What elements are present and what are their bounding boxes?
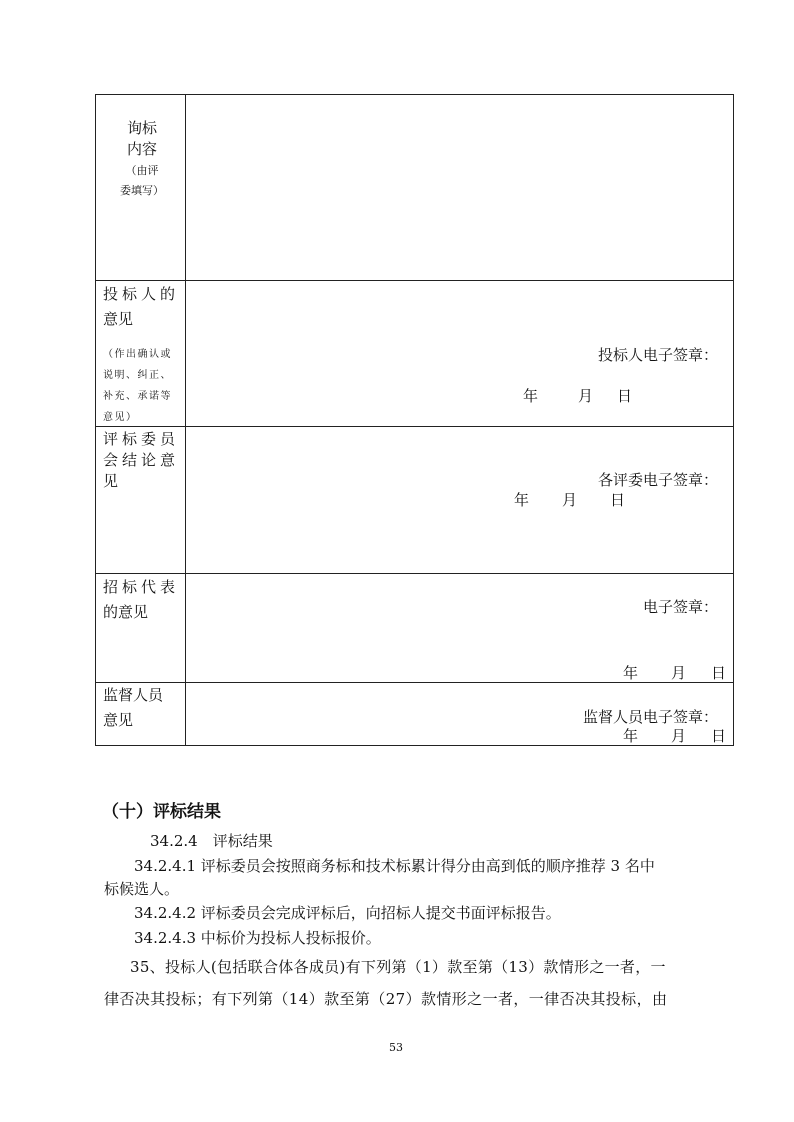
row-label-inquiry-content bbox=[114, 118, 170, 202]
row-divider-2 bbox=[95, 426, 734, 427]
bidder-opinion-note bbox=[103, 344, 172, 428]
tenderer-signature-label: 电子签章： bbox=[642, 598, 718, 616]
label-line: 意见 bbox=[103, 310, 134, 328]
label-line: 投标人的 bbox=[103, 285, 180, 303]
clause-34-2-4: 34.2.4 评标结果 bbox=[150, 832, 273, 850]
date-year: 年 bbox=[514, 491, 530, 509]
label-note: 委填写） bbox=[120, 184, 164, 197]
table-border-top bbox=[95, 94, 734, 95]
clause-34-2-4-2: 34.2.4.2 评标委员会完成评标后，向招标人提交书面评标报告。 bbox=[134, 904, 561, 922]
date-month: 月 bbox=[671, 727, 687, 745]
row-label-tenderer-rep-opinion bbox=[103, 577, 183, 623]
date-year: 年 bbox=[623, 664, 639, 682]
clause-34-2-4-3: 34.2.4.3 中标价为投标人投标报价。 bbox=[134, 929, 381, 947]
date-year: 年 bbox=[623, 727, 639, 745]
label-line: 见 bbox=[103, 472, 119, 490]
label-note: 说明、纠正、 bbox=[103, 370, 172, 381]
label-line: 询标 bbox=[126, 119, 157, 137]
date-day: 日 bbox=[617, 387, 633, 405]
date-month: 月 bbox=[671, 664, 687, 682]
label-line: 意见 bbox=[103, 711, 134, 729]
table-border-left bbox=[95, 94, 96, 746]
label-line: 会结论意 bbox=[103, 451, 180, 469]
date-day: 日 bbox=[610, 491, 626, 509]
label-line: 评标委员 bbox=[103, 430, 180, 448]
supervisor-signature-label: 监督人员电子签章： bbox=[582, 708, 718, 726]
date-month: 月 bbox=[562, 491, 578, 509]
clause-34-2-4-1: 34.2.4.1 评标委员会按照商务标和技术标累计得分由高到低的顺序推荐 3 名中 bbox=[134, 857, 655, 875]
label-line: 招标代表 bbox=[103, 578, 180, 596]
row-divider-1 bbox=[95, 280, 734, 281]
date-day: 日 bbox=[711, 664, 727, 682]
label-line: 监督人员 bbox=[103, 686, 164, 704]
evaluation-form-table bbox=[95, 94, 734, 746]
label-line: 内容 bbox=[126, 140, 157, 158]
clause-35-cont: 律否决其投标；有下列第（14）款至第（27）款情形之一者，一律否决其投标，由 bbox=[104, 990, 668, 1008]
row-divider-3 bbox=[95, 573, 734, 574]
column-divider bbox=[185, 94, 186, 746]
label-line: 的意见 bbox=[103, 603, 149, 621]
label-note: （作出确认或 bbox=[103, 349, 172, 360]
label-note: （由评 bbox=[125, 164, 159, 177]
label-note: 意见） bbox=[103, 412, 138, 423]
row-divider-4 bbox=[95, 682, 734, 683]
clause-34-2-4-1-cont: 标候选人。 bbox=[104, 880, 180, 898]
label-note: 补充、承诺等 bbox=[103, 391, 172, 402]
date-day: 日 bbox=[711, 727, 727, 745]
table-border-right bbox=[733, 94, 734, 746]
clause-35: 35、投标人(包括联合体各成员)有下列第（1）款至第（13）款情形之一者，一 bbox=[130, 958, 666, 976]
row-label-bidder-opinion bbox=[103, 284, 183, 330]
page-number: 53 bbox=[389, 1041, 403, 1054]
section-title: （十）评标结果 bbox=[102, 802, 221, 822]
committee-signature-label: 各评委电子签章： bbox=[597, 471, 718, 489]
date-year: 年 bbox=[523, 387, 539, 405]
bidder-signature-label: 投标人电子签章： bbox=[597, 346, 718, 364]
row-label-supervisor-opinion bbox=[103, 685, 183, 731]
row-label-committee-conclusion bbox=[103, 429, 183, 492]
date-month: 月 bbox=[578, 387, 594, 405]
table-border-bottom bbox=[95, 745, 734, 746]
